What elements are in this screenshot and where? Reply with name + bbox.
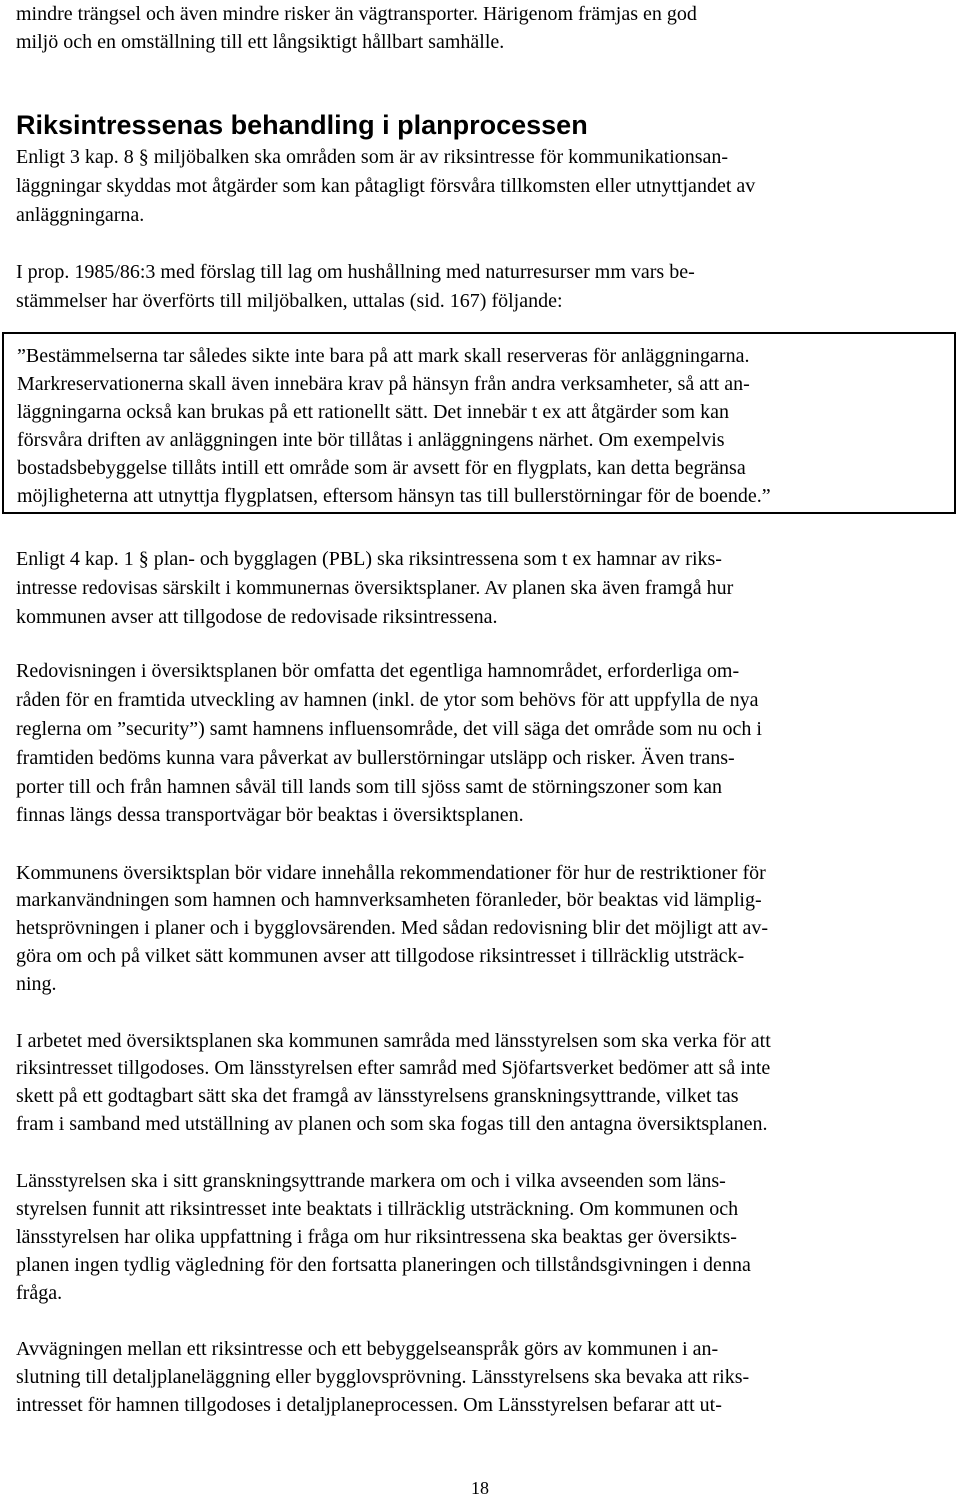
paragraph-line: kommunen avser att tillgodose de redovisade riksintressena. [16,606,498,628]
paragraph-line: planen ingen tydlig vägledning för den fortsatta planeringen och tillståndsgivningen i denna [16,1254,751,1276]
paragraph-line: framtiden bedöms kunna vara påverkat av bullerstörningar utsläpp och risker. Även trans- [16,747,735,769]
paragraph-line: Länsstyrelsen ska i sitt granskningsyttrande markera om och i vilka avseenden som läns- [16,1170,726,1192]
paragraph-line: skett på ett godtagbart sätt ska det framgå av länsstyrelsens granskningsyttrande, vilket tas [16,1085,739,1107]
paragraph-line: fråga. [16,1282,63,1304]
section-heading: Riksintressenas behandling i planprocessen [16,110,588,140]
paragraph-line: hetsprövningen i planer och i bygglovsärenden. Med sådan redovisning blir det möjligt att av- [16,917,769,939]
paragraph-line: finnas längs dessa transportvägar bör beaktas i översiktsplanen. [16,804,524,826]
paragraph-line: Enligt 3 kap. 8 § miljöbalken ska områden som är av riksintresse för kommunikationsan- [16,146,729,168]
paragraph-line: länsstyrelsen har olika uppfattning i fråga om hur riksintressena ska beaktas ger översikts- [16,1226,737,1248]
paragraph-line: intresset för hamnen tillgodoses i detaljplaneprocessen. Om Länsstyrelsen befarar att ut- [16,1394,722,1416]
paragraph-line: stämmelser har överförts till miljöbalken, uttalas (sid. 167) följande: [16,290,563,312]
paragraph-line: reglerna om ”security”) samt hamnens influensområde, det vill säga det område som nu och i [16,718,762,740]
paragraph-line: intresse redovisas särskilt i kommunernas översiktsplaner. Av planen ska även framgå hur [16,577,734,599]
paragraph-line: Enligt 4 kap. 1 § plan- och bygglagen (PBL) ska riksintressena som t ex hamnar av riks- [16,548,722,570]
paragraph-line: göra om och på vilket sätt kommunen avser att tillgodose riksintresset i tillräcklig utsträck- [16,945,745,967]
paragraph-line: I prop. 1985/86:3 med förslag till lag om hushållning med naturresurser mm vars be- [16,261,695,283]
quote-line: ”Bestämmelserna tar således sikte inte bara på att mark skall reserveras för anläggningarna. [17,345,750,367]
paragraph-line: råden för en framtida utveckling av hamnen (inkl. de ytor som behövs för att uppfylla de nya [16,689,759,711]
paragraph-line: porter till och från hamnen såväl till lands som till sjöss samt de störningszoner som kan [16,776,722,798]
quote-line: försvåra driften av anläggningen inte bör tillåtas i anläggningens närhet. Om exempelvis [17,429,725,451]
page-number: 18 [471,1478,489,1498]
paragraph-line: styrelsen funnit att riksintresset inte beaktats i tillräcklig utsträckning. Om kommunen och [16,1198,739,1220]
quote-box [2,332,956,514]
quote-line: läggningarna också kan brukas på ett rationellt sätt. Det innebär t ex att åtgärder som kan [17,401,729,423]
intro-line: mindre trängsel och även mindre risker än vägtransporter. Härigenom främjas en god [16,3,697,25]
paragraph-line: Kommunens översiktsplan bör vidare innehålla rekommendationer för hur de restriktioner för [16,862,766,884]
paragraph-line: markanvändningen som hamnen och hamnverksamheten föranleder, bör beaktas vid lämplig- [16,889,762,911]
paragraph-line: Redovisningen i översiktsplanen bör omfatta det egentliga hamnområdet, erforderliga om- [16,660,740,682]
paragraph-line: anläggningarna. [16,204,145,226]
paragraph-line: riksintresset tillgodoses. Om länsstyrelsen efter samråd med Sjöfartsverket bedömer att så inte [16,1057,771,1079]
paragraph-line: slutning till detaljplaneläggning eller bygglovsprövning. Länsstyrelsens ska bevaka att riks- [16,1366,750,1388]
quote-line: Markreservationerna skall även innebära krav på hänsyn från andra verksamheter, så att an- [17,373,750,395]
paragraph-line: I arbetet med översiktsplanen ska kommunen samråda med länsstyrelsen som ska verka för att [16,1030,771,1052]
paragraph-line: fram i samband med utställning av planen och som ska fogas till den antagna översiktsplanen. [16,1113,768,1135]
quote-line: bostadsbebyggelse tillåts intill ett område som är avsett för en flygplats, kan detta begränsa [17,457,746,479]
paragraph-line: Avvägningen mellan ett riksintresse och ett bebyggelseanspråk görs av kommunen i an- [16,1338,719,1360]
intro-line: miljö och en omställning till ett långsiktigt hållbart samhälle. [16,31,505,53]
paragraph-line: ning. [16,973,57,995]
paragraph-line: läggningar skyddas mot åtgärder som kan påtagligt försvåra tillkomsten eller utnyttjandet av [16,175,756,197]
quote-line: möjligheterna att utnyttja flygplatsen, eftersom hänsyn tas till bullerstörningar för de boende.” [17,485,771,507]
